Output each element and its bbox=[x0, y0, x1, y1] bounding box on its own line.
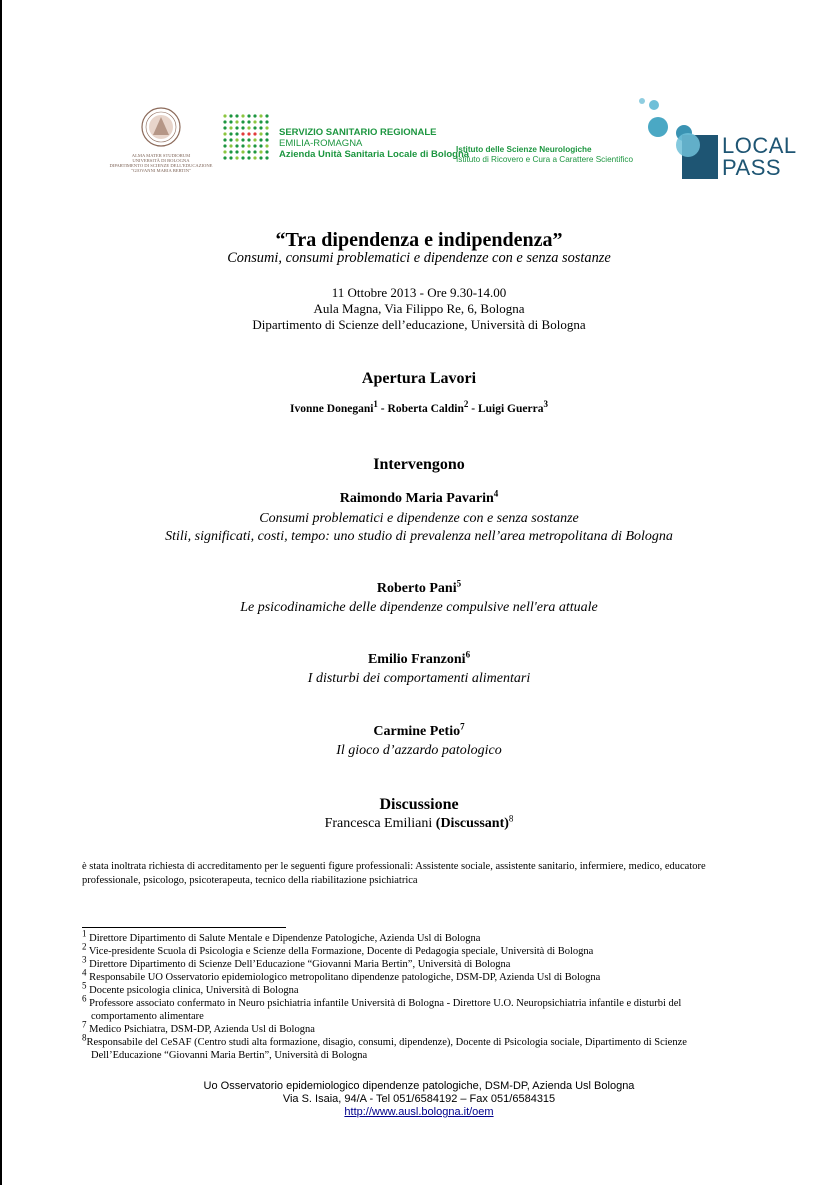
footnote-number: 2 bbox=[82, 941, 87, 952]
isn-line-1: Istituto delle Scienze Neurologiche bbox=[456, 145, 592, 154]
footer-link[interactable]: http://www.ausl.bologna.it/oem bbox=[344, 1106, 494, 1118]
ssr-dot bbox=[223, 114, 226, 117]
ssr-dot bbox=[223, 144, 226, 147]
talk-title: Le psicodinamiche delle dipendenze compulsive nell'era attuale bbox=[240, 600, 598, 615]
ssr-dot bbox=[253, 150, 256, 153]
localpass-text bbox=[722, 135, 797, 179]
ssr-dot bbox=[247, 114, 250, 117]
ssr-dot bbox=[241, 138, 244, 141]
footnote-ref: 8 bbox=[508, 813, 514, 824]
footnote-text: Direttore Dipartimento di Scienze Dell’Educazione “Giovanni Maria Bertin”, Università di Bologna bbox=[86, 959, 511, 970]
ssr-dot bbox=[253, 132, 256, 135]
ssr-dot bbox=[265, 120, 268, 123]
ssr-dot bbox=[235, 114, 238, 117]
speaker-name: Roberta Caldin bbox=[387, 403, 464, 415]
discussant bbox=[0, 813, 838, 832]
footnote-6-cont: comportamento alimentare bbox=[91, 1011, 204, 1022]
ssr-dot bbox=[241, 144, 244, 147]
footnote-2 bbox=[82, 941, 762, 958]
footnote-8-cont: Dell’Educazione “Giovanni Maria Bertin”, Università di Bologna bbox=[91, 1050, 368, 1061]
unibo-logo-text bbox=[108, 153, 214, 173]
ssr-dot bbox=[259, 120, 262, 123]
footnote-separator bbox=[82, 927, 286, 928]
localpass-logo bbox=[638, 95, 798, 185]
footnote-8 bbox=[82, 1032, 762, 1049]
speaker-name: Roberto Pani bbox=[376, 581, 457, 596]
footnote-6 bbox=[82, 993, 762, 1010]
footnote-number: 8 bbox=[82, 1032, 87, 1043]
name-separator: - bbox=[377, 403, 388, 415]
ssr-dot bbox=[235, 156, 238, 159]
speaker-3-name bbox=[0, 649, 838, 668]
ssr-dot bbox=[241, 120, 244, 123]
ssr-dot bbox=[241, 114, 244, 117]
speaker-3-talk bbox=[0, 670, 838, 688]
ssr-dot bbox=[265, 144, 268, 147]
ssr-dot bbox=[241, 150, 244, 153]
ssr-dot bbox=[253, 120, 256, 123]
ssr-dot bbox=[259, 126, 262, 129]
talk-title: I disturbi dei comportamenti alimentari bbox=[307, 671, 531, 686]
speaker-4-name bbox=[0, 721, 838, 740]
event-info bbox=[0, 285, 838, 333]
footnote-ref: 6 bbox=[465, 649, 471, 660]
speaker-2-name bbox=[0, 578, 838, 597]
ssr-dot bbox=[235, 120, 238, 123]
discussant-role: (Discussant) bbox=[435, 816, 509, 831]
ssr-dot bbox=[247, 144, 250, 147]
localpass-line-1: LOCAL bbox=[722, 133, 797, 158]
footnote-text: Vice-presidente Scuola di Psicologia e Scienze della Formazione, Docente di Pedagogia speciale, Università di Bologna bbox=[86, 946, 594, 957]
footnote-4 bbox=[82, 967, 762, 984]
ssr-dot bbox=[265, 132, 268, 135]
ssr-dot bbox=[253, 156, 256, 159]
footnote-ref: 4 bbox=[493, 488, 499, 499]
footnote-ref: 5 bbox=[456, 578, 462, 589]
ssr-dot bbox=[253, 114, 256, 117]
footnote-number: 6 bbox=[82, 993, 87, 1004]
ssr-dot bbox=[241, 132, 244, 135]
footnote-text: Professore associato confermato in Neuro psichiatria infantile Università di Bologna - Direttore U.O. Neuropsichiatria infantile e disturbi del bbox=[86, 998, 682, 1009]
ssr-dot bbox=[247, 120, 250, 123]
ssr-line-1: SERVIZIO SANITARIO REGIONALE bbox=[279, 127, 437, 138]
speaker-name: Carmine Petio bbox=[373, 724, 461, 739]
event-title: “Tra dipendenza e indipendenza” bbox=[275, 229, 563, 251]
ssr-logo-text bbox=[279, 127, 469, 160]
ssr-logo bbox=[222, 113, 470, 169]
unibo-line-1: ALMA MATER STUDIORUM bbox=[131, 153, 191, 158]
talk-subtitle: Stili, significati, costi, tempo: uno studio di prevalenza nell’area metropolitana di Bologna bbox=[165, 529, 673, 544]
ssr-dot bbox=[259, 132, 262, 135]
name-separator: - bbox=[468, 403, 478, 415]
ssr-dot bbox=[259, 150, 262, 153]
ssr-dot bbox=[235, 150, 238, 153]
footnote-5 bbox=[82, 980, 762, 997]
ssr-dot bbox=[241, 156, 244, 159]
isn-logo-text bbox=[456, 145, 633, 165]
speaker-name: Luigi Guerra bbox=[477, 403, 544, 415]
ssr-line-2: EMILIA-ROMAGNA bbox=[279, 138, 363, 149]
ssr-dot bbox=[259, 114, 262, 117]
footnote-text: Medico Psichiatra, DSM-DP, Azienda Usl di Bologna bbox=[86, 1024, 315, 1035]
unibo-seal-icon bbox=[108, 105, 214, 151]
ssr-dot bbox=[259, 144, 262, 147]
ssr-dot bbox=[259, 138, 262, 141]
event-department: Dipartimento di Scienze dell’educazione, Università di Bologna bbox=[252, 317, 586, 332]
footnote-text: Responsabile UO Osservatorio epidemiologico metropolitano dipendenze patologiche, DSM-DP, Azienda Usl di Bologna bbox=[86, 972, 601, 983]
accreditation-note: è stata inoltrata richiesta di accreditamento per le seguenti figure professionali: Assistente sociale, assistente sanitario, infermiere, medico, educatore professionale, psicologo, psicoterapeuta, tecnico della riabilitazione psichiatrica bbox=[82, 861, 706, 886]
unibo-line-4: "GIOVANNI MARIA BERTIN" bbox=[131, 168, 191, 173]
ssr-dot bbox=[229, 150, 232, 153]
ssr-dot bbox=[229, 114, 232, 117]
footnote-ref: 7 bbox=[460, 721, 465, 732]
speaker-name: Raimondo Maria Pavarin bbox=[339, 491, 494, 506]
ssr-dot bbox=[223, 120, 226, 123]
ssr-dot bbox=[223, 150, 226, 153]
ssr-dot bbox=[259, 156, 262, 159]
footnote-number: 5 bbox=[82, 980, 87, 991]
logo-bar bbox=[0, 95, 838, 185]
footnote-number: 7 bbox=[82, 1019, 87, 1030]
event-venue: Aula Magna, Via Filippo Re, 6, Bologna bbox=[313, 301, 525, 316]
footnote-text: Responsabile del CeSAF (Centro studi alta formazione, disagio, consumi, dipendenze), Docente di Psicologia sociale, Dipartimento di Scienze bbox=[86, 1037, 687, 1048]
ssr-dot bbox=[265, 114, 268, 117]
intervengono-heading: Intervengono bbox=[373, 456, 465, 473]
ssr-dot bbox=[229, 144, 232, 147]
footnote-number: 4 bbox=[82, 967, 87, 978]
ssr-dot bbox=[229, 132, 232, 135]
discussione-heading: Discussione bbox=[379, 796, 459, 813]
footnote-ref: 1 bbox=[373, 399, 378, 410]
ssr-dot bbox=[247, 132, 250, 135]
unibo-logo bbox=[108, 105, 214, 171]
talk-title: Il gioco d’azzardo patologico bbox=[336, 743, 502, 758]
ssr-dot bbox=[235, 138, 238, 141]
isn-line-2: Istituto di Ricovero e Cura a Carattere Scientifico bbox=[456, 155, 634, 164]
ssr-dot bbox=[223, 138, 226, 141]
apertura-heading: Apertura Lavori bbox=[361, 370, 477, 387]
ssr-dots-icon bbox=[222, 113, 272, 161]
footnote-1 bbox=[82, 928, 762, 945]
ssr-dot bbox=[229, 156, 232, 159]
ssr-dot bbox=[247, 138, 250, 141]
speaker-2-talk bbox=[0, 599, 838, 617]
footnote-text: Docente psicologia clinica, Università di Bologna bbox=[86, 985, 299, 996]
ssr-dot bbox=[253, 144, 256, 147]
ssr-dot bbox=[223, 156, 226, 159]
ssr-dot bbox=[235, 126, 238, 129]
footer-line-2: Via S. Isaia, 94/A - Tel 051/6584192 – Fax 051/6584315 bbox=[282, 1093, 556, 1105]
footnotes bbox=[82, 928, 762, 1062]
apertura-names bbox=[0, 399, 838, 415]
ssr-dot bbox=[265, 138, 268, 141]
footnote-ref: 3 bbox=[543, 399, 548, 410]
ssr-dot bbox=[265, 150, 268, 153]
speaker-1-talk bbox=[0, 510, 838, 546]
speaker-name: Emilio Franzoni bbox=[367, 652, 466, 667]
ssr-dot bbox=[223, 126, 226, 129]
ssr-dot bbox=[229, 126, 232, 129]
footnote-3 bbox=[82, 954, 762, 971]
ssr-dot bbox=[247, 126, 250, 129]
page-footer bbox=[0, 1080, 838, 1119]
ssr-dot bbox=[223, 132, 226, 135]
footnote-number: 1 bbox=[82, 928, 87, 939]
ssr-line-3: Azienda Unità Sanitaria Locale di Bologna bbox=[279, 149, 470, 160]
ssr-dot bbox=[265, 156, 268, 159]
ssr-dot bbox=[241, 126, 244, 129]
discussant-name: Francesca Emiliani bbox=[324, 816, 436, 831]
unibo-line-3: DIPARTIMENTO DI SCIENZE DELL'EDUCAZIONE bbox=[109, 163, 213, 168]
ssr-dot bbox=[229, 138, 232, 141]
footnote-text: Direttore Dipartimento di Salute Mentale e Dipendenze Patologiche, Azienda Usl di Bologna bbox=[86, 933, 481, 944]
event-subtitle: Consumi, consumi problematici e dipendenze con e senza sostanze bbox=[227, 250, 611, 266]
ssr-dot bbox=[235, 132, 238, 135]
ssr-dot bbox=[247, 150, 250, 153]
speaker-name: Ivonne Donegani bbox=[290, 403, 374, 415]
footnote-7 bbox=[82, 1019, 762, 1036]
localpass-line-2: PASS bbox=[722, 155, 782, 180]
footer-line-1: Uo Osservatorio epidemiologico dipendenze patologiche, DSM-DP, Azienda Usl Bologna bbox=[203, 1080, 635, 1092]
ssr-dot bbox=[229, 120, 232, 123]
unibo-line-2: UNIVERSITÀ DI BOLOGNA bbox=[132, 158, 190, 163]
speaker-1-name bbox=[0, 488, 838, 507]
event-date: 11 Ottobre 2013 - Ore 9.30-14.00 bbox=[331, 285, 507, 300]
footnote-number: 3 bbox=[82, 954, 87, 965]
talk-title: Consumi problematici e dipendenze con e senza sostanze bbox=[259, 511, 579, 526]
footnote-ref: 2 bbox=[463, 399, 469, 410]
ssr-dot bbox=[265, 126, 268, 129]
ssr-dot bbox=[247, 156, 250, 159]
ssr-dot bbox=[253, 138, 256, 141]
ssr-dot bbox=[253, 126, 256, 129]
speaker-4-talk bbox=[0, 742, 838, 760]
ssr-dot bbox=[235, 144, 238, 147]
